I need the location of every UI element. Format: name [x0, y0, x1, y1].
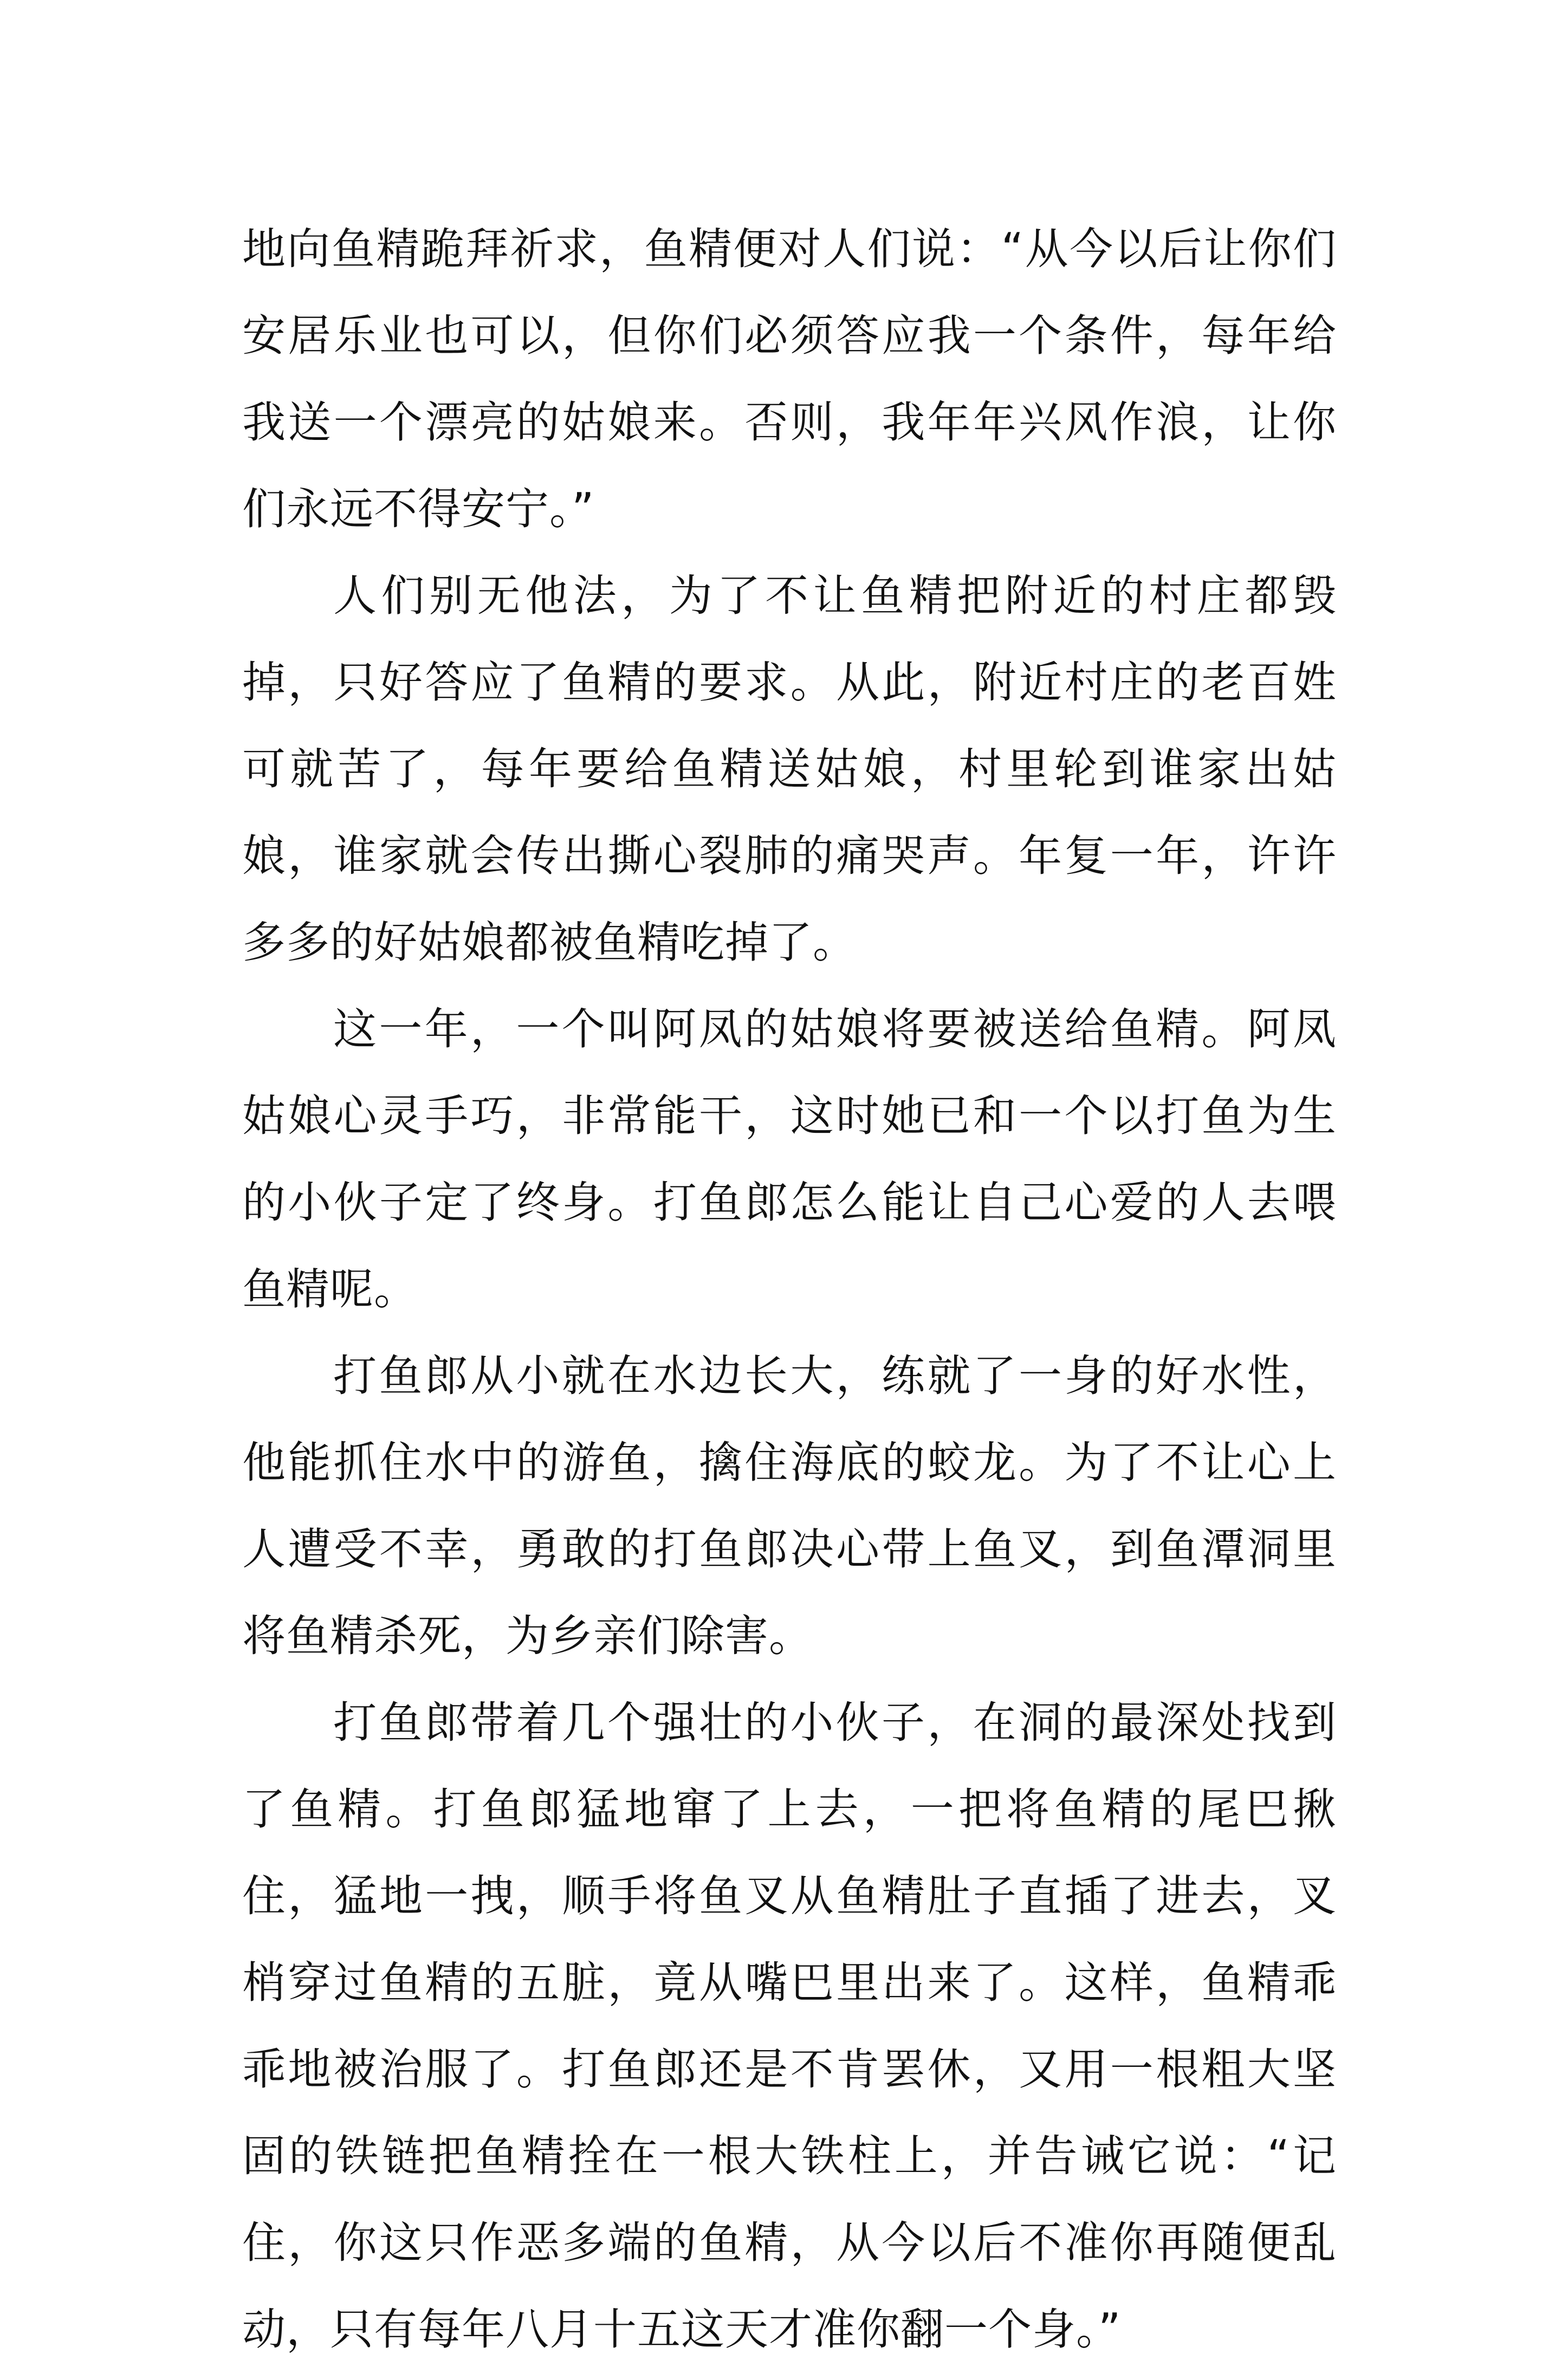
paragraph-1: 地向鱼精跪拜祈求，鱼精便对人们说：“从今以后让你们安居乐业也可以，但你们必须答应我一个条件，每年给我送一个漂亮的姑娘来。否则，我年年兴风作浪，让你们永远不得安宁。”	[242, 224, 1337, 534]
paragraph-4: 打鱼郎从小就在水边长大，练就了一身的好水性，他能抓住水中的游鱼，擒住海底的蛟龙。为了不让心上人遭受不幸，勇敢的打鱼郎决心带上鱼叉，到鱼潭洞里将鱼精杀死，为乡亲们除害。	[242, 1351, 1337, 1661]
paragraph-3: 这一年，一个叫阿凤的姑娘将要被送给鱼精。阿凤姑娘心灵手巧，非常能干，这时她已和一个以打鱼为生的小伙子定了终身。打鱼郎怎么能让自己心爱的人去喂鱼精呢。	[242, 1004, 1337, 1314]
document-body	[242, 206, 1337, 2373]
paragraph-5: 打鱼郎带着几个强壮的小伙子，在洞的最深处找到了鱼精。打鱼郎猛地窜了上去，一把将鱼精的尾巴揪住，猛地一拽，顺手将鱼叉从鱼精肚子直插了进去，叉梢穿过鱼精的五脏，竟从嘴巴里出来了。这样，鱼精乖乖地被治服了。打鱼郎还是不肯罢休，又用一根粗大坚固的铁链把鱼精拴在一根大铁柱上，并告诫它说：“记住，你这只作恶多端的鱼精，从今以后不准你再随便乱动，只有每年八月十五这天才准你翻一个身。”	[242, 1697, 1337, 2355]
paragraph-2: 人们别无他法，为了不让鱼精把附近的村庄都毁掉，只好答应了鱼精的要求。从此，附近村庄的老百姓可就苦了，每年要给鱼精送姑娘，村里轮到谁家出姑娘，谁家就会传出撕心裂肺的痛哭声。年复一年，许许多多的好姑娘都被鱼精吃掉了。	[242, 570, 1337, 968]
